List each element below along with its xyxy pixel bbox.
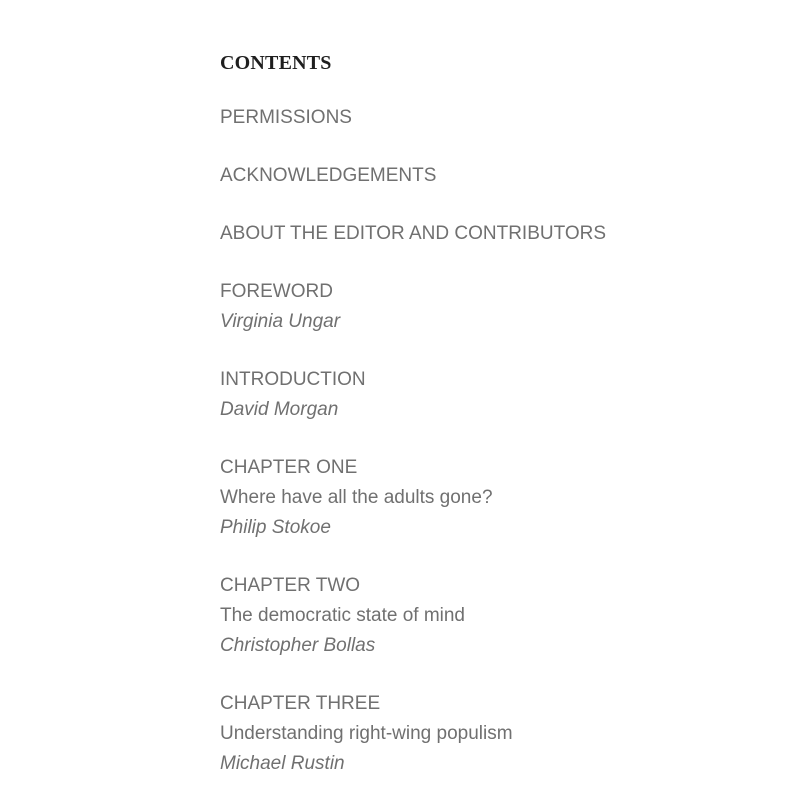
toc-entry-author: David Morgan xyxy=(220,399,339,420)
toc-entry-author: Virginia Ungar xyxy=(220,311,341,332)
toc-entry-label: ABOUT THE EDITOR AND CONTRIBUTORS xyxy=(220,223,607,244)
toc-entry-label: ACKNOWLEDGEMENTS xyxy=(220,165,437,186)
toc-entry-title: Where have all the adults gone? xyxy=(220,487,493,508)
toc-entry-label: CHAPTER ONE xyxy=(220,457,358,478)
toc-entry-label: CHAPTER TWO xyxy=(220,575,361,596)
toc-entry-foreword[interactable] xyxy=(220,277,340,337)
toc-entry-introduction[interactable] xyxy=(220,365,366,425)
toc-entry-chapter-two[interactable] xyxy=(220,571,465,661)
toc-entry-label: CHAPTER THREE xyxy=(220,693,381,714)
toc-entry-acknowledgements[interactable] xyxy=(220,161,436,191)
toc-entry-label: PERMISSIONS xyxy=(220,107,352,128)
toc-entry-label: INTRODUCTION xyxy=(220,369,366,390)
toc-entry-author: Michael Rustin xyxy=(220,753,345,774)
toc-entry-title: The democratic state of mind xyxy=(220,605,465,626)
contents-heading: CONTENTS xyxy=(220,52,332,74)
toc-entry-author: Christopher Bollas xyxy=(220,635,376,656)
toc-entry-permissions[interactable] xyxy=(220,103,352,133)
toc-entry-author: Philip Stokoe xyxy=(220,517,331,538)
toc-entry-chapter-one[interactable] xyxy=(220,453,493,543)
toc-entry-label: FOREWORD xyxy=(220,281,333,302)
toc-entry-title: Understanding right-wing populism xyxy=(220,723,513,744)
toc-entry-chapter-three[interactable] xyxy=(220,689,513,779)
toc-entry-about-editor-contributors[interactable] xyxy=(220,219,606,249)
